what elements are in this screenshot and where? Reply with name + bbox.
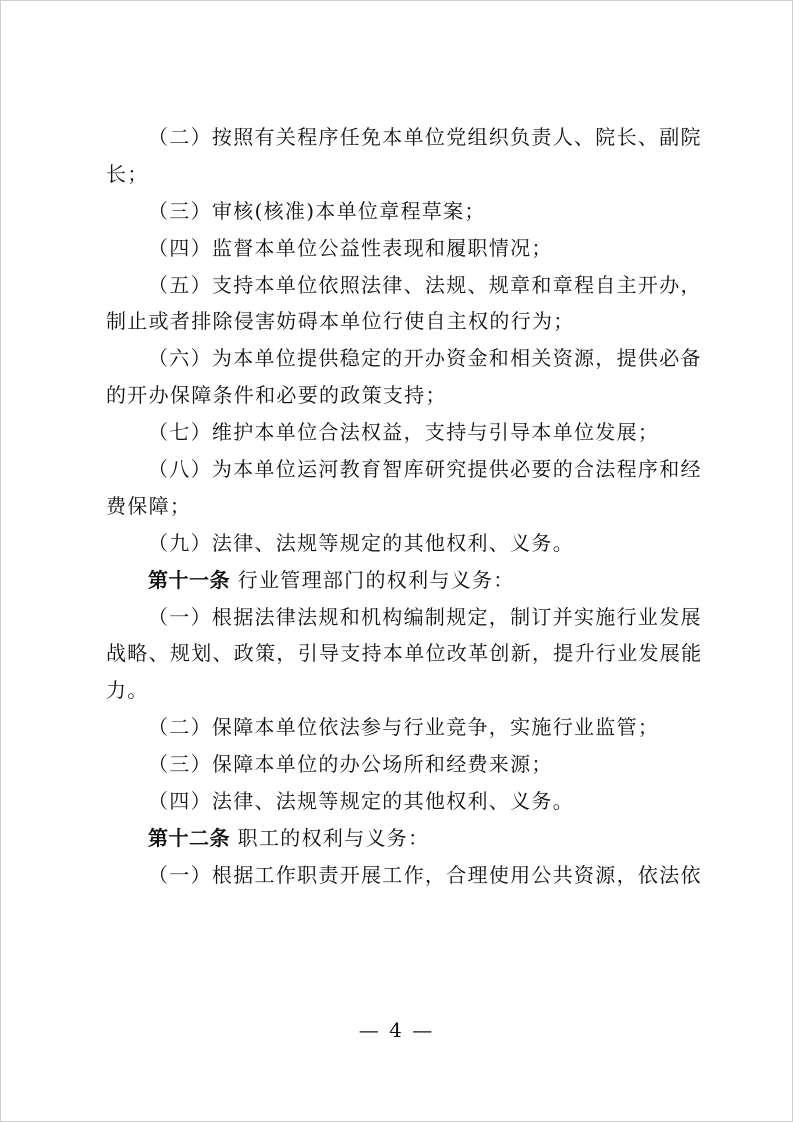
paragraph-line: （五）支持本单位依照法律、法规、规章和章程自主开办， (148, 272, 702, 297)
article-12-text: 职工的权利与义务： (237, 825, 430, 850)
paragraph-line: （二）按照有关程序任免本单位党组织负责人、院长、副院 (148, 125, 702, 149)
paragraph-line: 战略、规划、政策，引导支持本单位改革创新，提升行业发展能 (106, 641, 703, 666)
article-12-title: 第十二条 (148, 825, 230, 850)
paragraph-line: （一）根据工作职责开展工作，合理使用公共资源，依法依 (148, 862, 702, 887)
paragraph-line: 力。 (106, 678, 149, 703)
paragraph-line: （九）法律、法规等规定的其他权利、义务。 (148, 530, 574, 555)
paragraph-line: （一）根据法律法规和机构编制规定，制订并实施行业发展 (148, 604, 702, 629)
paragraph-line: 费保障； (106, 493, 192, 518)
paragraph-line: （二）保障本单位依法参与行业竞争，实施行业监管； (148, 715, 660, 740)
article-11-heading (106, 562, 694, 599)
paragraph-line: 制止或者排除侵害妨碍本单位行使自主权的行为； (106, 309, 575, 334)
paragraph-line: 的开办保障条件和必要的政策支持； (106, 383, 447, 408)
paragraph-line: （三）保障本单位的办公场所和经费来源； (148, 752, 553, 777)
paragraph-line: 长； (106, 161, 149, 186)
document-body (106, 119, 703, 894)
paragraph-line: （八）为本单位运河教育智库研究提供必要的合法程序和经 (148, 457, 702, 482)
paragraph-line: （七）维护本单位合法权益，支持与引导本单位发展； (148, 420, 660, 445)
article-12-heading (106, 820, 694, 857)
article-11-text: 行业管理部门的权利与义务： (237, 567, 515, 592)
paragraph-line: （三）审核(核准)本单位章程草案； (148, 198, 486, 223)
paragraph-line: （六）为本单位提供稳定的开办资金和相关资源，提供必备 (148, 346, 702, 371)
paragraph-line: （四）监督本单位公益性表现和履职情况； (148, 235, 553, 260)
article-11-title: 第十一条 (148, 567, 230, 592)
page-number: — 4 — (358, 1018, 435, 1042)
paragraph-line: （四）法律、法规等规定的其他权利、义务。 (148, 789, 574, 814)
